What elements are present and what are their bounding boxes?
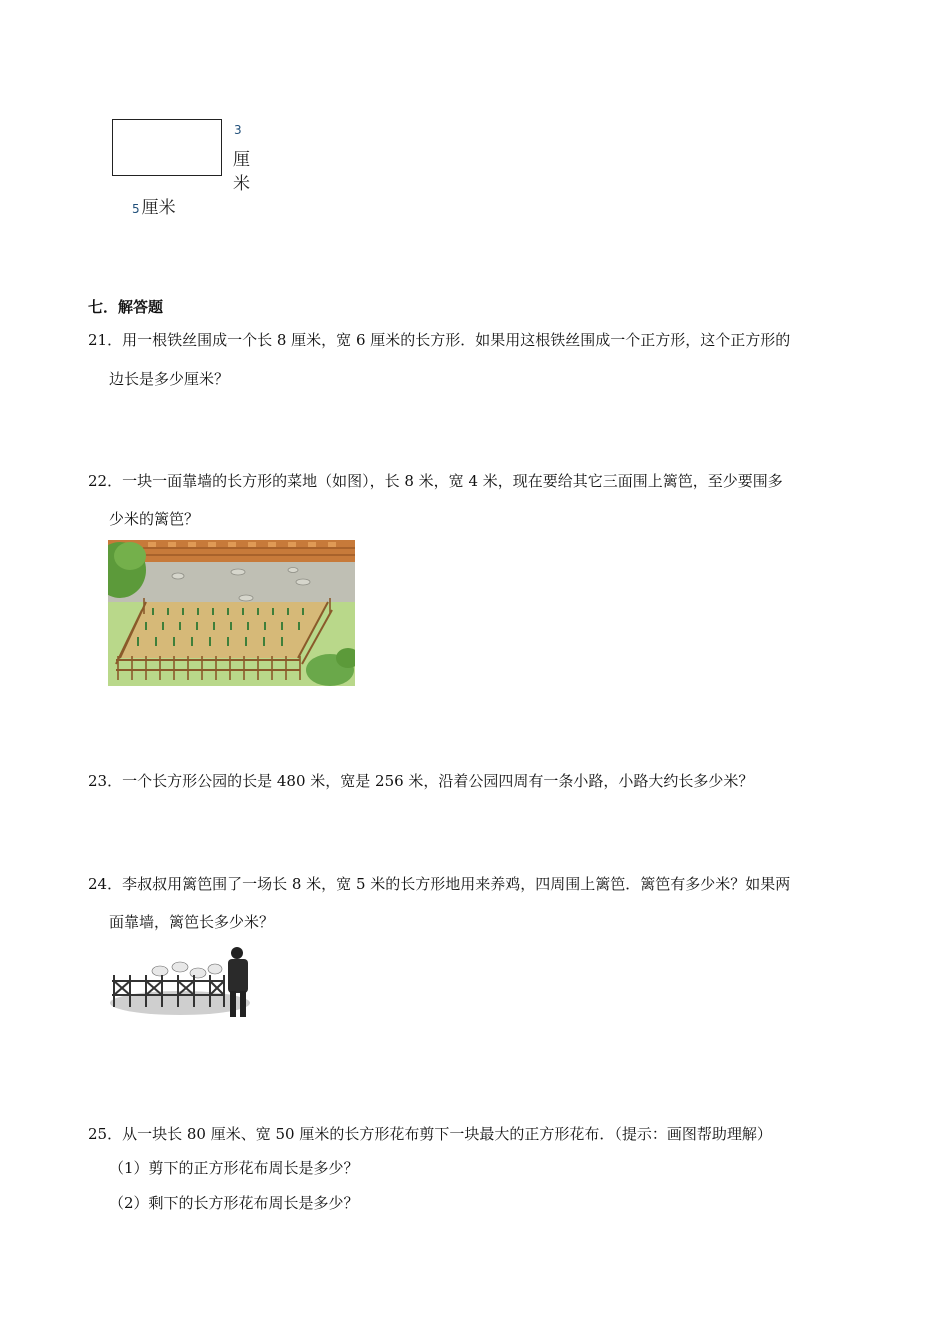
rectangle-figure	[112, 119, 222, 176]
section-title: 七．解答题	[88, 298, 164, 316]
question-text: 用一根铁丝围成一个长 8 厘米，宽 6 厘米的长方形．如果用这根铁丝围成一个正方形，这个正方形的	[122, 331, 791, 349]
question-number: 25．	[88, 1125, 123, 1143]
question-text: 从一块长 80 厘米、宽 50 厘米的长方形花布剪下一块最大的正方形花布．（提示：画图帮助理解）	[122, 1125, 772, 1143]
question-22-line2: 少米的篱笆？	[109, 510, 200, 528]
width-unit-label-1: 厘	[233, 150, 250, 170]
question-number: 22．	[88, 472, 123, 490]
question-21-line2: 边长是多少厘米？	[109, 370, 230, 388]
question-21-line1	[88, 330, 790, 350]
length-unit: 厘米	[141, 198, 176, 218]
chicken-fence-image	[110, 945, 253, 1019]
question-number: 23．	[88, 772, 123, 790]
question-23-line1	[88, 771, 753, 791]
width-value-label: 3	[234, 123, 242, 137]
vegetable-garden-image	[108, 540, 355, 686]
question-number: 21．	[88, 331, 123, 349]
question-number: 24．	[88, 875, 123, 893]
question-24-line2: 面靠墙，篱笆长多少米？	[109, 913, 275, 931]
question-25-sub2: （2）剩下的长方形花布周长是多少？	[109, 1194, 359, 1212]
length-value: 5	[132, 202, 140, 216]
length-label	[132, 193, 176, 218]
question-25-sub1: （1）剪下的正方形花布周长是多少？	[109, 1159, 359, 1177]
question-text: 一块一面靠墙的长方形的菜地（如图），长 8 米，宽 4 米，现在要给其它三面围上篱笆，至少要围多	[122, 472, 783, 490]
width-unit-label-2: 米	[233, 174, 250, 194]
question-24-line1	[88, 874, 790, 894]
question-text: 一个长方形公园的长是 480 米，宽是 256 米，沿着公园四周有一条小路，小路大约长多少米？	[122, 772, 754, 790]
question-22-line1	[88, 471, 783, 491]
question-25-line1	[88, 1124, 772, 1144]
question-text: 李叔叔用篱笆围了一场长 8 米，宽 5 米的长方形地用来养鸡，四周围上篱笆．篱笆有多少米？如果两	[122, 875, 791, 893]
